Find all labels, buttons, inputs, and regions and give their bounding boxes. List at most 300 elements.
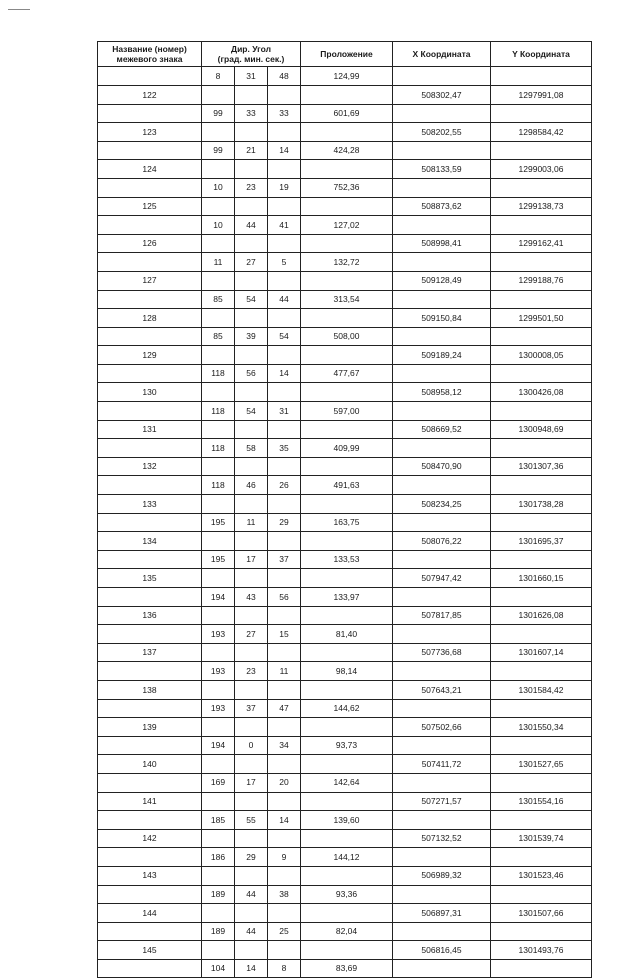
segment-row <box>98 885 592 904</box>
segment-length: 313,54 <box>301 290 393 309</box>
y-coordinate-cell <box>491 699 592 718</box>
x-coordinate-cell <box>393 848 491 867</box>
point-name-cell <box>98 327 202 346</box>
y-coordinate-cell <box>491 402 592 421</box>
segment-length-cell <box>301 123 393 142</box>
x-coordinate: 506989,32 <box>393 866 491 885</box>
segment-length: 597,00 <box>301 402 393 421</box>
y-coordinate: 1301660,15 <box>491 569 592 588</box>
segment-length-cell <box>301 680 393 699</box>
point-name-cell <box>98 848 202 867</box>
angle-degrees-cell <box>202 829 235 848</box>
x-coordinate: 507643,21 <box>393 680 491 699</box>
segment-length: 477,67 <box>301 364 393 383</box>
segment-length: 144,62 <box>301 699 393 718</box>
angle-degrees-cell <box>202 643 235 662</box>
angle-minutes: 31 <box>235 67 268 86</box>
angle-minutes: 37 <box>235 699 268 718</box>
x-coordinate: 509189,24 <box>393 346 491 365</box>
angle-minutes-cell <box>235 904 268 923</box>
angle-seconds-cell <box>268 532 301 551</box>
segment-length-cell <box>301 160 393 179</box>
x-coordinate: 508470,90 <box>393 457 491 476</box>
segment-length-cell <box>301 457 393 476</box>
x-coordinate-cell <box>393 439 491 458</box>
angle-seconds-cell <box>268 85 301 104</box>
point-row <box>98 941 592 960</box>
point-name-cell <box>98 773 202 792</box>
y-coordinate: 1300948,69 <box>491 420 592 439</box>
angle-minutes: 55 <box>235 811 268 830</box>
angle-minutes: 39 <box>235 327 268 346</box>
segment-length-cell <box>301 755 393 774</box>
boundary-coordinates-table <box>97 41 592 978</box>
angle-seconds-cell <box>268 569 301 588</box>
angle-degrees: 189 <box>202 885 235 904</box>
segment-length-cell <box>301 718 393 737</box>
angle-seconds: 35 <box>268 439 301 458</box>
angle-minutes-cell <box>235 829 268 848</box>
point-name-cell <box>98 402 202 421</box>
y-coordinate-cell <box>491 736 592 755</box>
point-row <box>98 495 592 514</box>
angle-seconds: 26 <box>268 476 301 495</box>
segment-length-cell <box>301 829 393 848</box>
y-coordinate: 1299138,73 <box>491 197 592 216</box>
angle-degrees-cell <box>202 197 235 216</box>
angle-seconds: 9 <box>268 848 301 867</box>
angle-minutes-cell <box>235 755 268 774</box>
x-coordinate-cell <box>393 811 491 830</box>
angle-seconds-cell <box>268 457 301 476</box>
point-name: 136 <box>98 606 202 625</box>
segment-row <box>98 699 592 718</box>
segment-length: 93,36 <box>301 885 393 904</box>
angle-seconds: 33 <box>268 104 301 123</box>
angle-degrees-cell <box>202 420 235 439</box>
point-name: 144 <box>98 904 202 923</box>
table-body <box>98 67 592 978</box>
segment-row <box>98 364 592 383</box>
angle-seconds: 41 <box>268 216 301 235</box>
angle-degrees-cell <box>202 309 235 328</box>
header-name-line2: межевого знака <box>116 54 183 65</box>
segment-row <box>98 104 592 123</box>
angle-minutes-cell <box>235 866 268 885</box>
angle-minutes: 29 <box>235 848 268 867</box>
angle-seconds: 34 <box>268 736 301 755</box>
y-coordinate-cell <box>491 476 592 495</box>
segment-length-cell <box>301 606 393 625</box>
angle-degrees: 194 <box>202 588 235 607</box>
segment-row <box>98 402 592 421</box>
angle-seconds-cell <box>268 718 301 737</box>
angle-degrees: 185 <box>202 811 235 830</box>
point-name: 128 <box>98 309 202 328</box>
point-name-cell <box>98 922 202 941</box>
angle-seconds-cell <box>268 383 301 402</box>
angle-degrees: 193 <box>202 699 235 718</box>
angle-degrees-cell <box>202 569 235 588</box>
angle-degrees: 195 <box>202 550 235 569</box>
segment-length: 81,40 <box>301 625 393 644</box>
segment-length-cell <box>301 234 393 253</box>
angle-degrees-cell <box>202 941 235 960</box>
y-coordinate-cell <box>491 513 592 532</box>
x-coordinate: 508234,25 <box>393 495 491 514</box>
angle-minutes: 33 <box>235 104 268 123</box>
angle-degrees-cell <box>202 160 235 179</box>
segment-row <box>98 253 592 272</box>
point-row <box>98 829 592 848</box>
angle-seconds-cell <box>268 160 301 179</box>
angle-seconds-cell <box>268 904 301 923</box>
angle-minutes-cell <box>235 420 268 439</box>
angle-minutes-cell <box>235 606 268 625</box>
angle-degrees: 118 <box>202 476 235 495</box>
point-name-cell <box>98 588 202 607</box>
header-angle-line1: Дир. Угол <box>231 44 271 54</box>
segment-row <box>98 178 592 197</box>
segment-length: 127,02 <box>301 216 393 235</box>
point-row <box>98 792 592 811</box>
segment-length-cell <box>301 569 393 588</box>
segment-length-cell <box>301 792 393 811</box>
x-coordinate-cell <box>393 327 491 346</box>
point-name: 137 <box>98 643 202 662</box>
segment-length-cell <box>301 495 393 514</box>
angle-seconds-cell <box>268 643 301 662</box>
x-coordinate: 509150,84 <box>393 309 491 328</box>
x-coordinate-cell <box>393 402 491 421</box>
y-coordinate: 1301493,76 <box>491 941 592 960</box>
point-row <box>98 123 592 142</box>
point-row <box>98 160 592 179</box>
y-coordinate-cell <box>491 588 592 607</box>
segment-row <box>98 922 592 941</box>
point-name: 130 <box>98 383 202 402</box>
angle-minutes-cell <box>235 457 268 476</box>
x-coordinate-cell <box>393 885 491 904</box>
x-coordinate-cell <box>393 476 491 495</box>
segment-length: 98,14 <box>301 662 393 681</box>
y-coordinate: 1301307,36 <box>491 457 592 476</box>
point-name-cell <box>98 513 202 532</box>
angle-minutes-cell <box>235 532 268 551</box>
x-coordinate: 507271,57 <box>393 792 491 811</box>
point-name-cell <box>98 625 202 644</box>
segment-length: 133,53 <box>301 550 393 569</box>
x-coordinate: 507411,72 <box>393 755 491 774</box>
x-coordinate-cell <box>393 104 491 123</box>
y-coordinate: 1297991,08 <box>491 85 592 104</box>
angle-degrees-cell <box>202 606 235 625</box>
point-row <box>98 643 592 662</box>
angle-minutes: 23 <box>235 178 268 197</box>
segment-row <box>98 959 592 978</box>
angle-minutes-cell <box>235 271 268 290</box>
segment-row <box>98 513 592 532</box>
x-coordinate: 508133,59 <box>393 160 491 179</box>
angle-degrees: 99 <box>202 141 235 160</box>
segment-row <box>98 327 592 346</box>
angle-degrees-cell <box>202 718 235 737</box>
angle-minutes-cell <box>235 383 268 402</box>
y-coordinate-cell <box>491 104 592 123</box>
angle-seconds: 20 <box>268 773 301 792</box>
x-coordinate-cell <box>393 550 491 569</box>
point-name: 125 <box>98 197 202 216</box>
point-row <box>98 197 592 216</box>
segment-length-cell <box>301 346 393 365</box>
angle-degrees-cell <box>202 495 235 514</box>
point-row <box>98 755 592 774</box>
angle-minutes: 21 <box>235 141 268 160</box>
point-name-cell <box>98 364 202 383</box>
angle-seconds: 8 <box>268 959 301 978</box>
angle-degrees: 99 <box>202 104 235 123</box>
angle-seconds-cell <box>268 123 301 142</box>
x-coordinate-cell <box>393 699 491 718</box>
point-name-cell <box>98 885 202 904</box>
angle-minutes: 44 <box>235 216 268 235</box>
angle-minutes: 46 <box>235 476 268 495</box>
x-coordinate: 508958,12 <box>393 383 491 402</box>
point-name: 142 <box>98 829 202 848</box>
angle-seconds: 5 <box>268 253 301 272</box>
angle-seconds: 29 <box>268 513 301 532</box>
angle-minutes-cell <box>235 495 268 514</box>
y-coordinate-cell <box>491 773 592 792</box>
y-coordinate-cell <box>491 141 592 160</box>
y-coordinate-cell <box>491 848 592 867</box>
y-coordinate-cell <box>491 811 592 830</box>
segment-length: 82,04 <box>301 922 393 941</box>
angle-degrees: 104 <box>202 959 235 978</box>
point-name: 131 <box>98 420 202 439</box>
point-row <box>98 532 592 551</box>
angle-seconds-cell <box>268 271 301 290</box>
y-coordinate: 1301738,28 <box>491 495 592 514</box>
point-name-cell <box>98 662 202 681</box>
angle-degrees-cell <box>202 755 235 774</box>
point-name-cell <box>98 550 202 569</box>
point-name: 138 <box>98 680 202 699</box>
point-name: 140 <box>98 755 202 774</box>
segment-row <box>98 588 592 607</box>
point-name-cell <box>98 439 202 458</box>
point-name-cell <box>98 67 202 86</box>
angle-degrees: 118 <box>202 364 235 383</box>
point-name-cell <box>98 104 202 123</box>
angle-degrees-cell <box>202 866 235 885</box>
y-coordinate: 1301554,16 <box>491 792 592 811</box>
angle-seconds-cell <box>268 309 301 328</box>
y-coordinate: 1301527,65 <box>491 755 592 774</box>
angle-seconds-cell <box>268 680 301 699</box>
x-coordinate-cell <box>393 141 491 160</box>
angle-degrees-cell <box>202 904 235 923</box>
segment-length: 133,97 <box>301 588 393 607</box>
angle-degrees-cell <box>202 271 235 290</box>
segment-row <box>98 290 592 309</box>
y-coordinate: 1301550,34 <box>491 718 592 737</box>
point-name-cell <box>98 959 202 978</box>
y-coordinate: 1299162,41 <box>491 234 592 253</box>
segment-row <box>98 848 592 867</box>
segment-length-cell <box>301 420 393 439</box>
angle-minutes: 27 <box>235 625 268 644</box>
point-name-cell <box>98 290 202 309</box>
point-name-cell <box>98 253 202 272</box>
header-angle-line2: (град. мин. сек.) <box>217 54 285 65</box>
angle-seconds: 37 <box>268 550 301 569</box>
header-angle <box>202 42 301 67</box>
angle-minutes-cell <box>235 718 268 737</box>
y-coordinate: 1301584,42 <box>491 680 592 699</box>
point-row <box>98 309 592 328</box>
x-coordinate: 508998,41 <box>393 234 491 253</box>
x-coordinate-cell <box>393 513 491 532</box>
x-coordinate: 507817,85 <box>393 606 491 625</box>
angle-minutes-cell <box>235 85 268 104</box>
segment-length-cell <box>301 383 393 402</box>
header-row <box>98 42 592 67</box>
angle-degrees: 11 <box>202 253 235 272</box>
angle-minutes-cell <box>235 234 268 253</box>
angle-degrees-cell <box>202 792 235 811</box>
segment-row <box>98 476 592 495</box>
point-row <box>98 718 592 737</box>
angle-minutes: 44 <box>235 922 268 941</box>
angle-minutes-cell <box>235 792 268 811</box>
angle-seconds-cell <box>268 755 301 774</box>
point-row <box>98 346 592 365</box>
angle-minutes: 54 <box>235 402 268 421</box>
point-row <box>98 680 592 699</box>
angle-degrees-cell <box>202 346 235 365</box>
point-row <box>98 904 592 923</box>
segment-row <box>98 141 592 160</box>
y-coordinate-cell <box>491 625 592 644</box>
x-coordinate: 507132,52 <box>393 829 491 848</box>
y-coordinate: 1299188,76 <box>491 271 592 290</box>
segment-length-cell <box>301 271 393 290</box>
angle-seconds-cell <box>268 941 301 960</box>
angle-minutes: 17 <box>235 550 268 569</box>
point-name-cell <box>98 476 202 495</box>
angle-seconds: 25 <box>268 922 301 941</box>
angle-minutes: 44 <box>235 885 268 904</box>
y-coordinate: 1300008,05 <box>491 346 592 365</box>
point-row <box>98 271 592 290</box>
angle-minutes-cell <box>235 643 268 662</box>
segment-length-cell <box>301 941 393 960</box>
y-coordinate-cell <box>491 550 592 569</box>
angle-degrees: 10 <box>202 216 235 235</box>
angle-seconds: 44 <box>268 290 301 309</box>
y-coordinate: 1301695,37 <box>491 532 592 551</box>
y-coordinate: 1300426,08 <box>491 383 592 402</box>
angle-degrees: 85 <box>202 327 235 346</box>
angle-seconds-cell <box>268 420 301 439</box>
x-coordinate-cell <box>393 959 491 978</box>
angle-seconds: 31 <box>268 402 301 421</box>
segment-length-cell <box>301 643 393 662</box>
angle-seconds-cell <box>268 606 301 625</box>
point-name: 129 <box>98 346 202 365</box>
segment-length: 491,63 <box>301 476 393 495</box>
angle-seconds: 14 <box>268 811 301 830</box>
point-name-cell <box>98 216 202 235</box>
segment-length: 83,69 <box>301 959 393 978</box>
segment-length-cell <box>301 904 393 923</box>
y-coordinate-cell <box>491 327 592 346</box>
angle-degrees: 10 <box>202 178 235 197</box>
angle-seconds: 14 <box>268 364 301 383</box>
y-coordinate-cell <box>491 922 592 941</box>
angle-degrees: 8 <box>202 67 235 86</box>
angle-degrees: 118 <box>202 402 235 421</box>
angle-seconds: 47 <box>268 699 301 718</box>
header-x: X Координата <box>393 42 491 67</box>
angle-degrees: 186 <box>202 848 235 867</box>
point-name: 127 <box>98 271 202 290</box>
x-coordinate: 509128,49 <box>393 271 491 290</box>
angle-minutes: 54 <box>235 290 268 309</box>
point-name: 145 <box>98 941 202 960</box>
segment-length: 424,28 <box>301 141 393 160</box>
x-coordinate-cell <box>393 364 491 383</box>
angle-seconds: 11 <box>268 662 301 681</box>
angle-degrees-cell <box>202 123 235 142</box>
angle-minutes: 27 <box>235 253 268 272</box>
header-length: Проложение <box>301 42 393 67</box>
point-name: 133 <box>98 495 202 514</box>
point-row <box>98 866 592 885</box>
x-coordinate-cell <box>393 253 491 272</box>
y-coordinate: 1301626,08 <box>491 606 592 625</box>
point-name-cell <box>98 811 202 830</box>
point-row <box>98 569 592 588</box>
point-row <box>98 383 592 402</box>
y-coordinate-cell <box>491 253 592 272</box>
angle-degrees: 193 <box>202 625 235 644</box>
x-coordinate: 508873,62 <box>393 197 491 216</box>
angle-seconds-cell <box>268 346 301 365</box>
angle-minutes-cell <box>235 160 268 179</box>
angle-degrees-cell <box>202 680 235 699</box>
angle-degrees: 194 <box>202 736 235 755</box>
header-name <box>98 42 202 67</box>
x-coordinate-cell <box>393 216 491 235</box>
x-coordinate: 506897,31 <box>393 904 491 923</box>
segment-length-cell <box>301 532 393 551</box>
x-coordinate: 506816,45 <box>393 941 491 960</box>
angle-minutes-cell <box>235 309 268 328</box>
x-coordinate: 507502,66 <box>393 718 491 737</box>
segment-row <box>98 550 592 569</box>
point-name-cell <box>98 141 202 160</box>
angle-seconds: 14 <box>268 141 301 160</box>
x-coordinate-cell <box>393 773 491 792</box>
segment-length-cell <box>301 309 393 328</box>
segment-length: 601,69 <box>301 104 393 123</box>
segment-row <box>98 811 592 830</box>
segment-length: 508,00 <box>301 327 393 346</box>
segment-length: 132,72 <box>301 253 393 272</box>
segment-length: 93,73 <box>301 736 393 755</box>
